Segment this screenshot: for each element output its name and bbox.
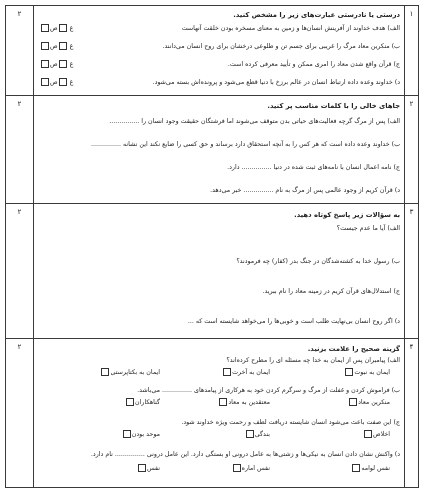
mcq-c-option-3[interactable] xyxy=(122,429,160,441)
question-number: ۱ xyxy=(404,6,418,95)
option-label: ایمان به آخرت xyxy=(232,369,270,376)
short-answer-c: ج) استدلال‌های قرآن کریم در زمینه معاد را نام ببرید. xyxy=(262,288,400,295)
true-checkbox[interactable] xyxy=(59,60,67,68)
option-checkbox[interactable] xyxy=(138,464,146,472)
option-label: گناهکاران xyxy=(135,399,160,406)
question-score: ۲ xyxy=(6,6,34,95)
short-answer-a: الف) آیا ما عدم جیست؟ xyxy=(336,225,400,232)
true-label: ص xyxy=(50,61,58,68)
option-label: ایمان به بکتاپرستی xyxy=(110,369,160,376)
mcq-c-stem: ج) این صفت باعث می‌شود انسان شایسته دریافت لطف و رحمت ویژه خداوند شود. xyxy=(181,419,400,426)
false-label: غ xyxy=(69,25,74,32)
false-label: غ xyxy=(69,61,74,68)
question-title: درستی یا نادرستی عبارت‌های زیر را مشخص کنید. xyxy=(233,11,400,19)
false-label: غ xyxy=(69,79,74,86)
question-score: ۲ xyxy=(6,204,34,338)
option-checkbox[interactable] xyxy=(364,430,372,438)
mcq-d-option-3[interactable] xyxy=(137,463,160,475)
option-checkbox[interactable] xyxy=(349,398,357,406)
option-label: موحد بودن xyxy=(131,431,160,438)
question-1 xyxy=(6,6,418,96)
option-checkbox[interactable] xyxy=(219,398,227,406)
mcq-a-option-1[interactable] xyxy=(344,367,390,379)
mcq-b-option-1[interactable] xyxy=(348,397,390,409)
question-score: ۲ xyxy=(6,339,34,487)
true-checkbox[interactable] xyxy=(59,42,67,50)
option-checkbox[interactable] xyxy=(233,464,241,472)
option-checkbox[interactable] xyxy=(352,464,360,472)
question-3 xyxy=(6,204,418,339)
statement-c: ج) قرآن واقع شدن معاد را امری ممکن و تأیید معرفی کرده است. xyxy=(227,61,400,68)
option-label: اخلاص xyxy=(372,431,390,438)
true-false-a xyxy=(40,24,73,34)
mcq-b-option-2[interactable] xyxy=(218,397,270,409)
question-number: ۴ xyxy=(404,339,418,487)
mcq-a-option-3[interactable] xyxy=(100,367,160,379)
mcq-b-stem: ب) فراموش کردن و غفلت از مرگ و سرگرم کردن خود به هرکاری از پیامدهای ............... می‌باشد. xyxy=(137,387,400,394)
option-checkbox[interactable] xyxy=(126,398,134,406)
blank-b: ب) خداوند وعده داده است که هر کس را به آنچه استحقاق دارد برساند و حق کسی را ضایع نکند این نشانه ............... xyxy=(90,141,400,148)
option-label: منکرین معاد xyxy=(358,399,390,406)
mcq-c-option-1[interactable] xyxy=(363,429,390,441)
false-checkbox[interactable] xyxy=(41,78,49,86)
option-checkbox[interactable] xyxy=(345,368,353,376)
true-label: ص xyxy=(50,25,58,32)
question-number: ۲ xyxy=(404,96,418,203)
option-checkbox[interactable] xyxy=(223,368,231,376)
statement-b: ب) منکرین معاد مرگ را غریبی برای جسم تن و طلوعی درخشان برای روح انسان می‌دانند. xyxy=(162,43,400,50)
false-checkbox[interactable] xyxy=(41,42,49,50)
exam-sheet xyxy=(5,5,419,488)
option-label: نفس xyxy=(147,465,160,472)
statement-d: د) خداوند وعده داده ارتباط انسان در عالم برزخ با دنیا قطع می‌شود و پرونده‌اش بسته می‌شود. xyxy=(152,79,400,86)
question-number: ۳ xyxy=(404,204,418,338)
option-label: بندگی xyxy=(254,431,270,438)
short-answer-d: د) اگر روح انسان بی‌نهایت طلب است و خوبی‌ها را می‌خواهد شایسته است که ... xyxy=(187,318,400,325)
question-score: ۲ xyxy=(6,96,34,203)
option-label: معتقدین به معاد xyxy=(228,399,270,406)
option-checkbox[interactable] xyxy=(101,368,109,376)
true-false-c xyxy=(40,60,73,70)
question-title: گزینه صحیح را علامت بزنید. xyxy=(307,345,400,353)
true-label: ص xyxy=(50,79,58,86)
blank-c: ج) نامه اعمال انسان با نامه‌های ثبت شده در دنیا ............... دارد. xyxy=(227,164,400,171)
false-checkbox[interactable] xyxy=(41,60,49,68)
blank-a: الف) پس از مرگ گرچه فعالیت‌های حیاتی بدن متوقف می‌شوند اما فرشتگان حقیقت وجود انسان را ............... xyxy=(109,118,400,125)
statement-a: الف) هدف خداوند از آفرینش انسان‌ها و زمین به معنای مسخره بودن خلقت آنهاست xyxy=(181,25,400,32)
mcq-c-option-2[interactable] xyxy=(245,429,270,441)
mcq-b-option-3[interactable] xyxy=(125,397,160,409)
true-false-d xyxy=(40,78,73,88)
true-checkbox[interactable] xyxy=(59,78,67,86)
mcq-a-stem: الف) پیامبران پس از ایمان به خدا چه مسئله ای را مطرح کرده‌اند؟ xyxy=(226,357,400,364)
mcq-d-option-2[interactable] xyxy=(232,463,270,475)
option-checkbox[interactable] xyxy=(246,430,254,438)
false-label: غ xyxy=(69,43,74,50)
true-label: ص xyxy=(50,43,58,50)
mcq-d-option-1[interactable] xyxy=(351,463,390,475)
short-answer-b: ب) رسول خدا به کشته‌شدگان در جنگ بدر (کفار) چه فرمودند؟ xyxy=(236,258,400,265)
false-checkbox[interactable] xyxy=(41,24,49,32)
option-label: نفس لوامه xyxy=(361,465,390,472)
option-label: ایمان به نبوت xyxy=(354,369,390,376)
option-label: نفس اماره xyxy=(241,465,270,472)
option-checkbox[interactable] xyxy=(123,430,131,438)
question-2 xyxy=(6,96,418,204)
question-4 xyxy=(6,339,418,487)
true-checkbox[interactable] xyxy=(59,24,67,32)
mcq-d-stem: د) واکنش نشان دادن انسان به نیکی‌ها و زشتی‌ها به عامل درونی او بستگی دارد. این عامل درونی ............... نام دارد. xyxy=(90,451,400,458)
question-title: به سؤالات زیر پاسخ کوتاه دهید. xyxy=(294,211,400,219)
blank-d: د) قرآن کریم از وجود عالمی پس از مرگ به نام ............... خبر می‌دهد. xyxy=(210,187,400,194)
question-title: جاهای خالی را با کلمات مناسب پر کنید. xyxy=(267,102,400,110)
mcq-a-option-2[interactable] xyxy=(222,367,270,379)
true-false-b xyxy=(40,42,73,52)
